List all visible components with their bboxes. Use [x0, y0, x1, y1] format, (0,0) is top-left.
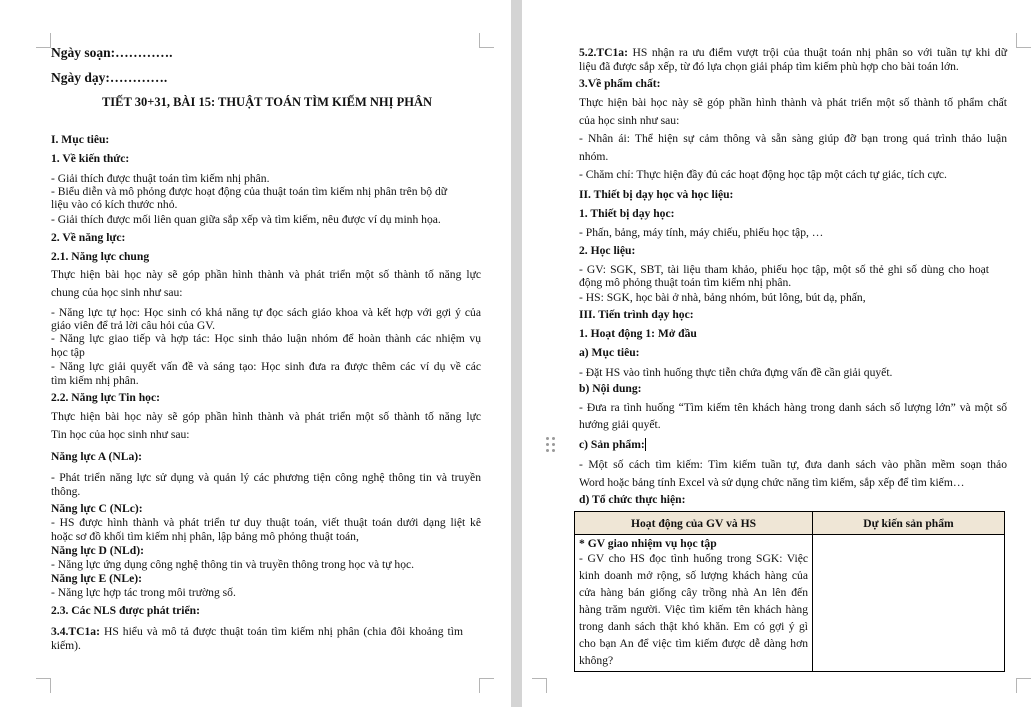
- section-heading: a) Mục tiêu:: [579, 346, 640, 359]
- section-heading: II. Thiết bị dạy học và học liệu:: [579, 188, 734, 201]
- section-heading: 3.Về phẩm chất:: [579, 77, 661, 90]
- section-heading: 1. Thiết bị dạy học:: [579, 207, 675, 220]
- product-heading: c) Sản phẩm:: [579, 438, 645, 451]
- table-cell-activity[interactable]: [575, 535, 813, 672]
- paragraph: Word hoặc bảng tính Excel và sử dụng chức năng tìm kiếm, sắp xếp để tìm kiếm…: [579, 476, 965, 489]
- paragraph: [51, 625, 463, 638]
- section-heading: 2. Học liệu:: [579, 244, 636, 257]
- drag-handle-icon[interactable]: [546, 437, 556, 453]
- cell-title: * GV giao nhiệm vụ học tập: [579, 537, 717, 550]
- crop-mark: [36, 33, 51, 48]
- paragraph: giáo viên để trả lời câu hỏi của GV.: [51, 319, 215, 332]
- paragraph: - GV: SGK, SBT, tài liệu tham khảo, phiếu học tập, một số thẻ ghi số dùng cho hoạt: [579, 263, 989, 276]
- section-heading: 2. Về năng lực:: [51, 231, 126, 244]
- document-page-left[interactable]: [0, 0, 511, 707]
- paragraph: - Một số cách tìm kiếm: Tìm kiếm tuần tự, đưa danh sách vào phần mềm soạn thảo: [579, 458, 1007, 471]
- section-heading: Năng lực E (NLe):: [51, 572, 143, 585]
- crop-mark: [36, 678, 51, 693]
- paragraph: - Nhân ái: Thể hiện sự cảm thông và sẵn sàng giúp đỡ bạn trong quá trình thảo luận: [579, 132, 1007, 145]
- section-heading: Năng lực A (NLa):: [51, 450, 143, 463]
- paragraph: liệu đã được sắp xếp, từ đó lựa chọn giải pháp tìm kiếm phù hợp cho bài toán lớn.: [579, 60, 959, 73]
- crop-mark: [1016, 678, 1031, 693]
- paragraph: - Năng lực giao tiếp và hợp tác: Học sinh thảo luận nhóm để hoàn thành các nhiệm vụ: [51, 332, 481, 345]
- cell-body: - GV cho HS đọc tình huống trong SGK: Việc kinh doanh mở rộng, số lượng khách hàng của cửa hàng bán giống cây trồng nhà An lên đến hàng trăm người. Việc tìm kiếm tên khách hàng trong danh sách thật khó khăn. Em có gợi ý gì cho bạn An để việc tìm kiếm được dễ dàng hơn không?: [579, 552, 808, 667]
- paragraph: - Đưa ra tình huống “Tìm kiếm tên khách hàng trong danh sách số lượng lớn” và một số: [579, 401, 1007, 414]
- paragraph: - Đặt HS vào tình huống thực tiễn chứa đựng vấn đề cần giải quyết.: [579, 366, 893, 379]
- paragraph: hoặc sơ đồ khối tìm kiếm nhị phân, lập bảng mô phỏng thuật toán,: [51, 530, 359, 543]
- paragraph: - Phấn, bảng, máy tính, máy chiếu, phiếu học tập, …: [579, 226, 824, 239]
- paragraph: học tập: [51, 346, 85, 359]
- paragraph: nhóm.: [579, 150, 609, 163]
- section-heading: Năng lực D (NLd):: [51, 544, 144, 557]
- crop-mark: [479, 33, 494, 48]
- paragraph: tìm kiếm nhị phân.: [51, 374, 139, 387]
- section-heading: 2.1. Năng lực chung: [51, 250, 150, 263]
- table-header-activity: Hoạt động của GV và HS: [575, 512, 813, 535]
- section-heading: 2.2. Năng lực Tin học:: [51, 391, 160, 404]
- paragraph: - HS: SGK, học bài ở nhà, bảng nhóm, bút lông, bút dạ, phấn,: [579, 291, 866, 304]
- paragraph: Thực hiện bài học này sẽ góp phần hình thành và phát triển một số thành tố phẩm chất: [579, 96, 1007, 109]
- paragraph: - Năng lực hợp tác trong môi trường số.: [51, 586, 236, 599]
- activity-table[interactable]: [574, 511, 1005, 672]
- paragraph: Thực hiện bài học này sẽ góp phần hình thành và phát triển một số thành tố năng lực: [51, 410, 481, 423]
- paragraph: liệu vào có kích thước nhỏ.: [51, 198, 178, 211]
- section-heading: 1. Về kiến thức:: [51, 152, 130, 165]
- paragraph: - Năng lực tự học: Học sinh có khả năng tự đọc sách giáo khoa và kết hợp với gợi ý của: [51, 306, 481, 319]
- paragraph: thông.: [51, 485, 81, 498]
- paragraph: - HS được hình thành và phát triển tư duy thuật toán, viết thuật toán dưới dạng liệt kê: [51, 516, 481, 529]
- paragraph: kiếm).: [51, 639, 81, 652]
- paragraph: Thực hiện bài học này sẽ góp phần hình thành và phát triển một số thành tố năng lực: [51, 268, 481, 281]
- paragraph: [579, 46, 1007, 59]
- section-heading: 1. Hoạt động 1: Mở đầu: [579, 327, 697, 340]
- competency-text: HS hiểu và mô tả được thuật toán tìm kiếm nhị phân (chia đôi khoảng tìm: [99, 625, 463, 638]
- paragraph: chung của học sinh như sau:: [51, 286, 183, 299]
- section-heading: b) Nội dung:: [579, 382, 642, 395]
- prep-date: Ngày soạn:………….: [51, 45, 173, 60]
- page-gutter: [511, 0, 522, 707]
- text-cursor: [645, 438, 646, 451]
- paragraph: - Biểu diễn và mô phỏng được hoạt động của thuật toán tìm kiếm nhị phân trên bộ dữ: [51, 185, 448, 198]
- paragraph: - Giải thích được thuật toán tìm kiếm nhị phân.: [51, 172, 270, 185]
- table-cell-product[interactable]: [813, 535, 1005, 672]
- competency-text: HS nhận ra ưu điểm vượt trội của thuật toán nhị phân so với tuần tự khi dữ: [627, 46, 1007, 59]
- teach-date: Ngày dạy:………….: [51, 70, 168, 85]
- paragraph: - Giải thích được mối liên quan giữa sắp xếp và tìm kiếm, nêu được ví dụ minh họa.: [51, 213, 441, 226]
- crop-mark: [479, 678, 494, 693]
- lesson-title: TIẾT 30+31, BÀI 15: THUẬT TOÁN TÌM KIẾM NHỊ PHÂN: [101, 95, 433, 109]
- competency-code: 3.4.TC1a:: [51, 625, 100, 638]
- section-heading: d) Tổ chức thực hiện:: [579, 493, 686, 506]
- section-heading: I. Mục tiêu:: [51, 133, 110, 146]
- competency-code: 5.2.TC1a:: [579, 46, 628, 59]
- paragraph: - Phát triển năng lực sử dụng và quản lý các phương tiện công nghệ thông tin và truyền: [51, 471, 481, 484]
- crop-mark: [1016, 33, 1031, 48]
- paragraph: - Chăm chỉ: Thực hiện đầy đủ các hoạt động học tập một cách tự giác, tích cực.: [579, 168, 947, 181]
- paragraph: - Năng lực giải quyết vấn đề và sáng tạo: Học sinh đưa ra được thêm các ví dụ về các: [51, 360, 481, 373]
- paragraph: động mô phỏng thuật toán tìm kiếm nhị phân.: [579, 276, 792, 289]
- paragraph: hướng giải quyết.: [579, 418, 661, 431]
- section-heading: III. Tiến trình dạy học:: [579, 308, 694, 321]
- table-header-product: Dự kiến sản phẩm: [813, 512, 1005, 535]
- section-heading: Năng lực C (NLc):: [51, 502, 143, 515]
- crop-mark: [532, 678, 547, 693]
- paragraph: của học sinh như sau:: [579, 114, 680, 127]
- paragraph: - Năng lực ứng dụng công nghệ thông tin và truyền thông trong học và tự học.: [51, 558, 415, 571]
- paragraph: Tin học của học sinh như sau:: [51, 428, 190, 441]
- section-heading: 2.3. Các NLS được phát triển:: [51, 604, 200, 617]
- section-heading[interactable]: [579, 438, 646, 451]
